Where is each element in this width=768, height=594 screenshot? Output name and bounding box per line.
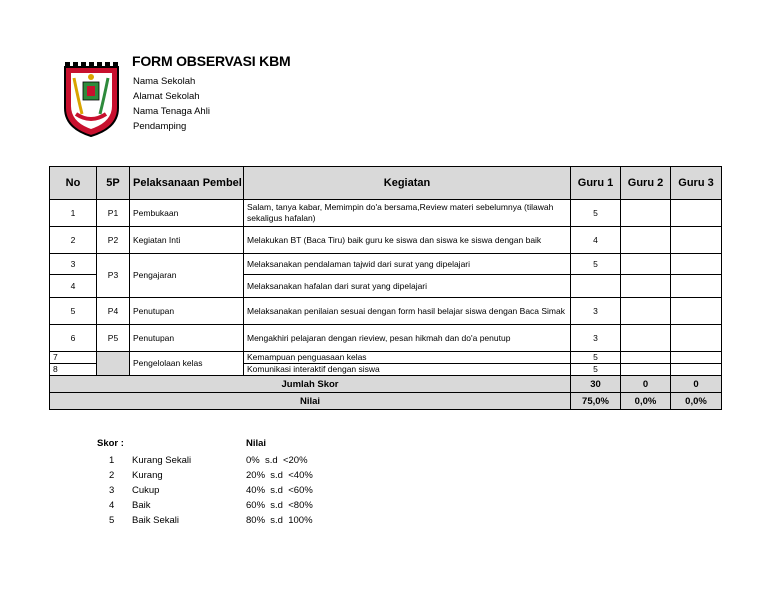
col-guru-2: Guru 2 (621, 167, 671, 200)
total-score-row (50, 376, 722, 393)
total-score-label: Jumlah Skor (50, 376, 571, 393)
table-row (50, 200, 722, 227)
skor-number: 2 (109, 470, 115, 481)
skor-range: 0% s.d <20% (246, 455, 308, 466)
row-pelaksanaan: Penutupan (130, 325, 244, 352)
row-5p: P3 (97, 254, 130, 298)
skor-range: 80% s.d 100% (246, 515, 313, 526)
row-5p: P4 (97, 298, 130, 325)
skor-number: 5 (109, 515, 115, 526)
total-guru-1: 30 (571, 376, 621, 393)
skor-range: 40% s.d <60% (246, 485, 313, 496)
companion-label: Pendamping (133, 121, 187, 132)
row-no: 2 (50, 227, 97, 254)
row-kegiatan: Melaksanakan hafalan dari surat yang dipelajari (244, 275, 571, 298)
row-no: 5 (50, 298, 97, 325)
row-guru-3[interactable] (671, 364, 722, 376)
col-no: No (50, 167, 97, 200)
nilai-row (50, 393, 722, 410)
nilai-guru-1: 75,0% (571, 393, 621, 410)
table-header-row (50, 167, 722, 200)
row-kegiatan: Melaksanakan penilaian sesuai dengan form hasil belajar siswa dengan Baca Simak (244, 298, 571, 325)
skor-number: 1 (109, 455, 115, 466)
row-guru-2[interactable] (621, 352, 671, 364)
table-row (50, 254, 722, 275)
table-row (50, 227, 722, 254)
expert-name-label: Nama Tenaga Ahli (133, 106, 210, 117)
skor-description: Kurang Sekali (132, 455, 192, 466)
row-guru-1[interactable]: 3 (571, 298, 621, 325)
row-no: 1 (50, 200, 97, 227)
row-guru-2[interactable] (621, 200, 671, 227)
skor-range: 20% s.d <40% (246, 470, 313, 481)
row-kegiatan: Kemampuan penguasaan kelas (244, 352, 571, 364)
row-guru-3[interactable] (671, 254, 722, 275)
row-no: 8 (50, 364, 97, 376)
row-guru-1[interactable]: 5 (571, 200, 621, 227)
row-guru-2[interactable] (621, 254, 671, 275)
row-kegiatan: Salam, tanya kabar, Memimpin do'a bersama,Review materi sebelumnya (tilawah sekaligus hafalan) (244, 200, 571, 227)
total-guru-2: 0 (621, 376, 671, 393)
row-kegiatan: Komunikasi interaktif dengan siswa (244, 364, 571, 376)
row-guru-1[interactable]: 5 (571, 364, 621, 376)
school-address-label: Alamat Sekolah (133, 91, 200, 102)
row-guru-1[interactable]: 5 (571, 254, 621, 275)
nilai-guru-3: 0,0% (671, 393, 722, 410)
skor-description: Baik (132, 500, 151, 511)
skor-description: Baik Sekali (132, 515, 179, 526)
row-pelaksanaan: Kegiatan Inti (130, 227, 244, 254)
row-no: 6 (50, 325, 97, 352)
row-guru-2[interactable] (621, 227, 671, 254)
skor-number: 4 (109, 500, 115, 511)
row-guru-3[interactable] (671, 275, 722, 298)
row-5p: P2 (97, 227, 130, 254)
total-guru-3: 0 (671, 376, 722, 393)
skor-range: 60% s.d <80% (246, 500, 313, 511)
nilai-guru-2: 0,0% (621, 393, 671, 410)
row-guru-3[interactable] (671, 325, 722, 352)
table-row (50, 325, 722, 352)
row-guru-2[interactable] (621, 325, 671, 352)
school-emblem-logo (62, 58, 120, 138)
row-kegiatan: Mengakhiri pelajaran dengan rieview, pesan hikmah dan do'a penutup (244, 325, 571, 352)
row-guru-3[interactable] (671, 200, 722, 227)
row-guru-2[interactable] (621, 275, 671, 298)
form-title: FORM OBSERVASI KBM (132, 53, 291, 69)
row-guru-1[interactable]: 4 (571, 227, 621, 254)
row-5p: P5 (97, 325, 130, 352)
nilai-heading: Nilai (246, 438, 267, 449)
row-guru-3[interactable] (671, 352, 722, 364)
row-kegiatan: Melaksanakan pendalaman tajwid dari surat yang dipelajari (244, 254, 571, 275)
row-no: 3 (50, 254, 97, 275)
row-guru-2[interactable] (621, 364, 671, 376)
skor-description: Kurang (132, 470, 163, 481)
col-pelaksanaan: Pelaksanaan Pembel (130, 167, 244, 200)
observation-table (49, 166, 722, 410)
row-guru-3[interactable] (671, 298, 722, 325)
nilai-label: Nilai (50, 393, 571, 410)
row-guru-1[interactable] (571, 275, 621, 298)
school-name-label: Nama Sekolah (133, 76, 196, 87)
col-guru-1: Guru 1 (571, 167, 621, 200)
col-5p: 5P (97, 167, 130, 200)
row-guru-1[interactable]: 3 (571, 325, 621, 352)
table-row (50, 298, 722, 325)
row-pelaksanaan: Pengelolaan kelas (130, 352, 244, 376)
row-pelaksanaan: Pengajaran (130, 254, 244, 298)
row-pelaksanaan: Pembukaan (130, 200, 244, 227)
skor-description: Cukup (132, 485, 160, 496)
row-no: 4 (50, 275, 97, 298)
row-pelaksanaan: Penutupan (130, 298, 244, 325)
row-5p: P1 (97, 200, 130, 227)
row-5p (97, 352, 130, 376)
row-guru-3[interactable] (671, 227, 722, 254)
skor-number: 3 (109, 485, 115, 496)
col-kegiatan: Kegiatan (244, 167, 571, 200)
table-row (50, 352, 722, 364)
row-kegiatan: Melakukan BT (Baca Tiru) baik guru ke siswa dan siswa ke siswa dengan baik (244, 227, 571, 254)
row-guru-2[interactable] (621, 298, 671, 325)
skor-heading: Skor : (97, 438, 124, 449)
col-guru-3: Guru 3 (671, 167, 722, 200)
row-guru-1[interactable]: 5 (571, 352, 621, 364)
row-no: 7 (50, 352, 97, 364)
